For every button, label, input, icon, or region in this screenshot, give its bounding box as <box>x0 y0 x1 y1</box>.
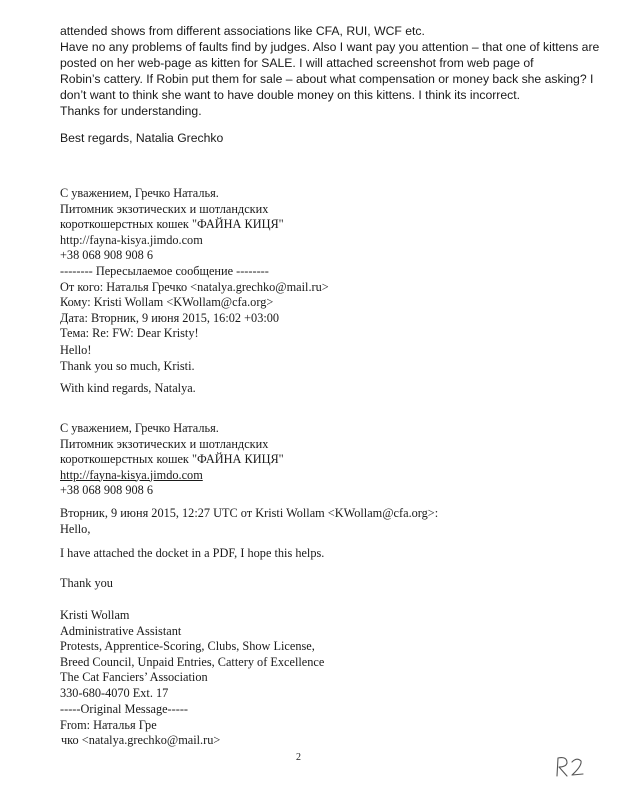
cattery-website-link[interactable]: http://fayna-kisya.jimdo.com <box>60 467 203 482</box>
thanks-line: Thank you so much, Kristi. <box>60 358 195 373</box>
signature-phone: 330-680-4070 Ext. 17 <box>60 685 169 700</box>
handwritten-initials-mark <box>553 754 587 780</box>
original-message-header <box>60 702 610 749</box>
quote-attribution: Вторник, 9 июня 2015, 12:27 UTC от Kristi Wollam <KWollam@cfa.org>: <box>60 506 439 520</box>
body-line: Robin’s cattery. If Robin put them for sale – about what compensation or money back she asking? I <box>60 72 594 86</box>
forwarded-separator: -------- Пересылаемое сообщение -------- <box>60 264 269 278</box>
signature-line: короткошерстных кошек "ФАЙНА КИЦЯ" <box>60 217 284 231</box>
body-line: Have no any problems of faults find by judges. Also I want pay you attention – that one of kittens are <box>60 40 600 54</box>
body-line: posted on her web-page as kitten for SALE. I will attached screenshot from web page of <box>60 56 534 70</box>
attachment-line: I have attached the docket in a PDF, I hope this helps. <box>60 546 325 560</box>
attachment-note <box>60 546 610 562</box>
signature-duties: Protests, Apprentice-Scoring, Clubs, Show License, <box>60 639 315 653</box>
thank-you-block <box>60 576 610 592</box>
signature-line: Питомник экзотических и шотландских <box>60 201 269 216</box>
page-number: 2 <box>296 752 301 763</box>
signature-line: Питомник экзотических и шотландских <box>60 436 269 451</box>
thank-you-line: Thank you <box>60 576 113 590</box>
signature-title: Administrative Assistant <box>60 623 182 638</box>
body-line: Thanks for understanding. <box>60 104 202 118</box>
hello-block <box>60 343 610 374</box>
forwarded-message-header <box>60 264 610 342</box>
signature-organization: The Cat Fanciers’ Association <box>60 670 208 684</box>
kind-regards-block <box>60 381 610 397</box>
email-body-paragraph <box>60 23 610 119</box>
body-line: don’t want to think she want to have double money on this kittens. I think its incorrect. <box>60 88 520 102</box>
kind-regards-text: With kind regards, Natalya. <box>60 381 196 395</box>
signature-phone: +38 068 908 908 6 <box>60 248 154 262</box>
signature-block-1 <box>60 186 610 264</box>
original-message-separator: -----Original Message----- <box>60 702 189 716</box>
signature-line: короткошерстных кошек "ФАЙНА КИЦЯ" <box>60 452 284 466</box>
signature-block-2 <box>60 421 610 499</box>
signature-phone: +38 068 908 908 6 <box>60 483 154 497</box>
greeting-line: Hello! <box>60 343 92 357</box>
quote-greeting: Hello, <box>60 521 91 536</box>
best-regards-text: Best regards, Natalia Grechko <box>60 131 224 145</box>
forwarded-to: Кому: Kristi Wollam <KWollam@cfa.org> <box>60 295 274 309</box>
signature-line: С уважением, Гречко Наталья. <box>60 186 219 200</box>
forwarded-date: Дата: Вторник, 9 июня 2015, 16:02 +03:00 <box>60 310 280 325</box>
body-line: attended shows from different associations like CFA, RUI, WCF etc. <box>60 24 425 38</box>
original-from-email: чко <natalya.grechko@mail.ru> <box>61 733 221 747</box>
signature-line: С уважением, Гречко Наталья. <box>60 421 219 435</box>
forwarded-subject: Тема: Re: FW: Dear Kristy! <box>60 326 199 340</box>
best-regards-line <box>60 130 610 146</box>
quoted-message-header <box>60 506 610 537</box>
original-from: From: Наталья Гре <box>60 717 157 732</box>
signature-url: http://fayna-kisya.jimdo.com <box>60 232 203 247</box>
signature-name: Kristi Wollam <box>60 608 130 622</box>
kristi-signature <box>60 608 610 701</box>
signature-duties: Breed Council, Unpaid Entries, Cattery of Excellence <box>60 654 325 669</box>
forwarded-from: От кого: Наталья Гречко <natalya.grechko@mail.ru> <box>60 279 329 294</box>
